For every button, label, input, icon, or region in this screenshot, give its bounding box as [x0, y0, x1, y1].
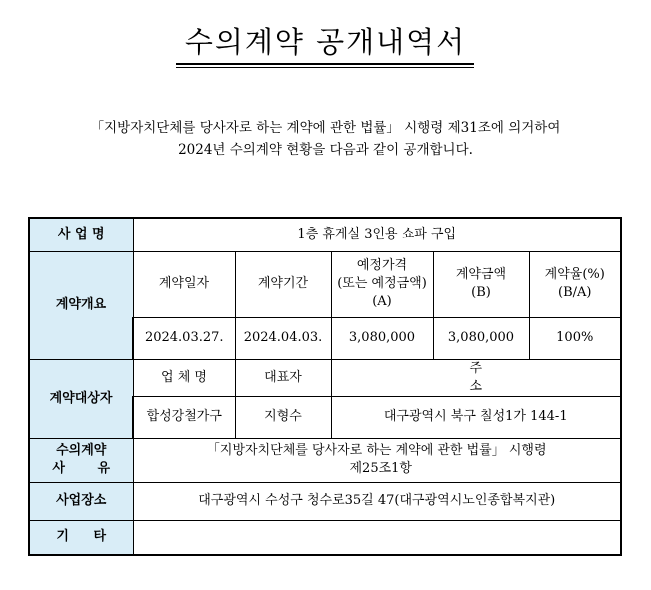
overview-label: 계약개요 — [29, 251, 133, 359]
header-estimate — [331, 251, 433, 317]
value-estimate: 3,080,000 — [331, 317, 433, 359]
header-estimate-line3: (A) — [372, 294, 392, 309]
counterparty-label: 계약대상자 — [29, 359, 133, 438]
intro-line-1: 「지방자치단체를 당사자로 하는 계약에 관한 법률」 시행령 제31조에 의거하여 — [90, 120, 561, 136]
header-contract-amount — [433, 251, 529, 317]
row-counterparty-headers — [29, 359, 621, 396]
header-company: 업 체 명 — [133, 359, 235, 396]
header-rate-line1: 계약율(%) — [544, 267, 605, 282]
reason-value-line2: 제25조1항 — [349, 461, 412, 476]
header-contract-period: 계약기간 — [235, 251, 331, 317]
location-label: 사업장소 — [29, 482, 133, 520]
header-ceo: 대표자 — [235, 359, 331, 396]
value-ceo: 지형수 — [235, 396, 331, 438]
value-address: 대구광역시 북구 칠성1가 144-1 — [331, 396, 621, 438]
reason-value-line1: 「지방자치단체를 당사자로 하는 계약에 관한 법률」 시행령 — [206, 443, 547, 458]
project-value: 1층 휴게실 3인용 쇼파 구입 — [133, 218, 621, 251]
row-overview-headers — [29, 251, 621, 317]
reason-label-line2: 사 유 — [52, 461, 125, 476]
location-value: 대구광역시 수성구 청수로35길 47(대구광역시노인종합복지관) — [133, 482, 621, 520]
header-amount-line1: 계약금액 — [455, 267, 507, 282]
header-estimate-line2: (또는 예정금액) — [337, 276, 427, 291]
reason-label — [29, 438, 133, 482]
header-contract-rate — [529, 251, 621, 317]
etc-label: 기 타 — [29, 520, 133, 555]
row-etc — [29, 520, 621, 555]
value-company: 합성강철가구 — [133, 396, 235, 438]
reason-value — [133, 438, 621, 482]
header-contract-date: 계약일자 — [133, 251, 235, 317]
row-location — [29, 482, 621, 520]
contract-table — [28, 217, 622, 556]
etc-value — [133, 520, 621, 555]
value-contract-period: 2024.04.03. — [235, 317, 331, 359]
page-title: 수의계약 공개내역서 — [184, 25, 467, 59]
header-amount-line2: (B) — [471, 285, 491, 300]
intro-line-2: 2024년 수의계약 현황을 다음과 같이 공개합니다. — [178, 142, 473, 158]
row-project — [29, 218, 621, 251]
value-contract-amount: 3,080,000 — [433, 317, 529, 359]
header-estimate-line1: 예정가격 — [356, 258, 408, 273]
title-underline — [176, 63, 474, 65]
reason-label-line1: 수의계약 — [56, 443, 107, 458]
intro-text — [20, 117, 631, 161]
header-rate-line2: (B/A) — [558, 285, 592, 300]
row-reason — [29, 438, 621, 482]
title-underline-thin — [176, 67, 474, 68]
header-address: 주 소 — [331, 359, 621, 396]
project-label: 사 업 명 — [29, 218, 133, 251]
value-contract-rate: 100% — [529, 317, 621, 359]
value-contract-date: 2024.03.27. — [133, 317, 235, 359]
